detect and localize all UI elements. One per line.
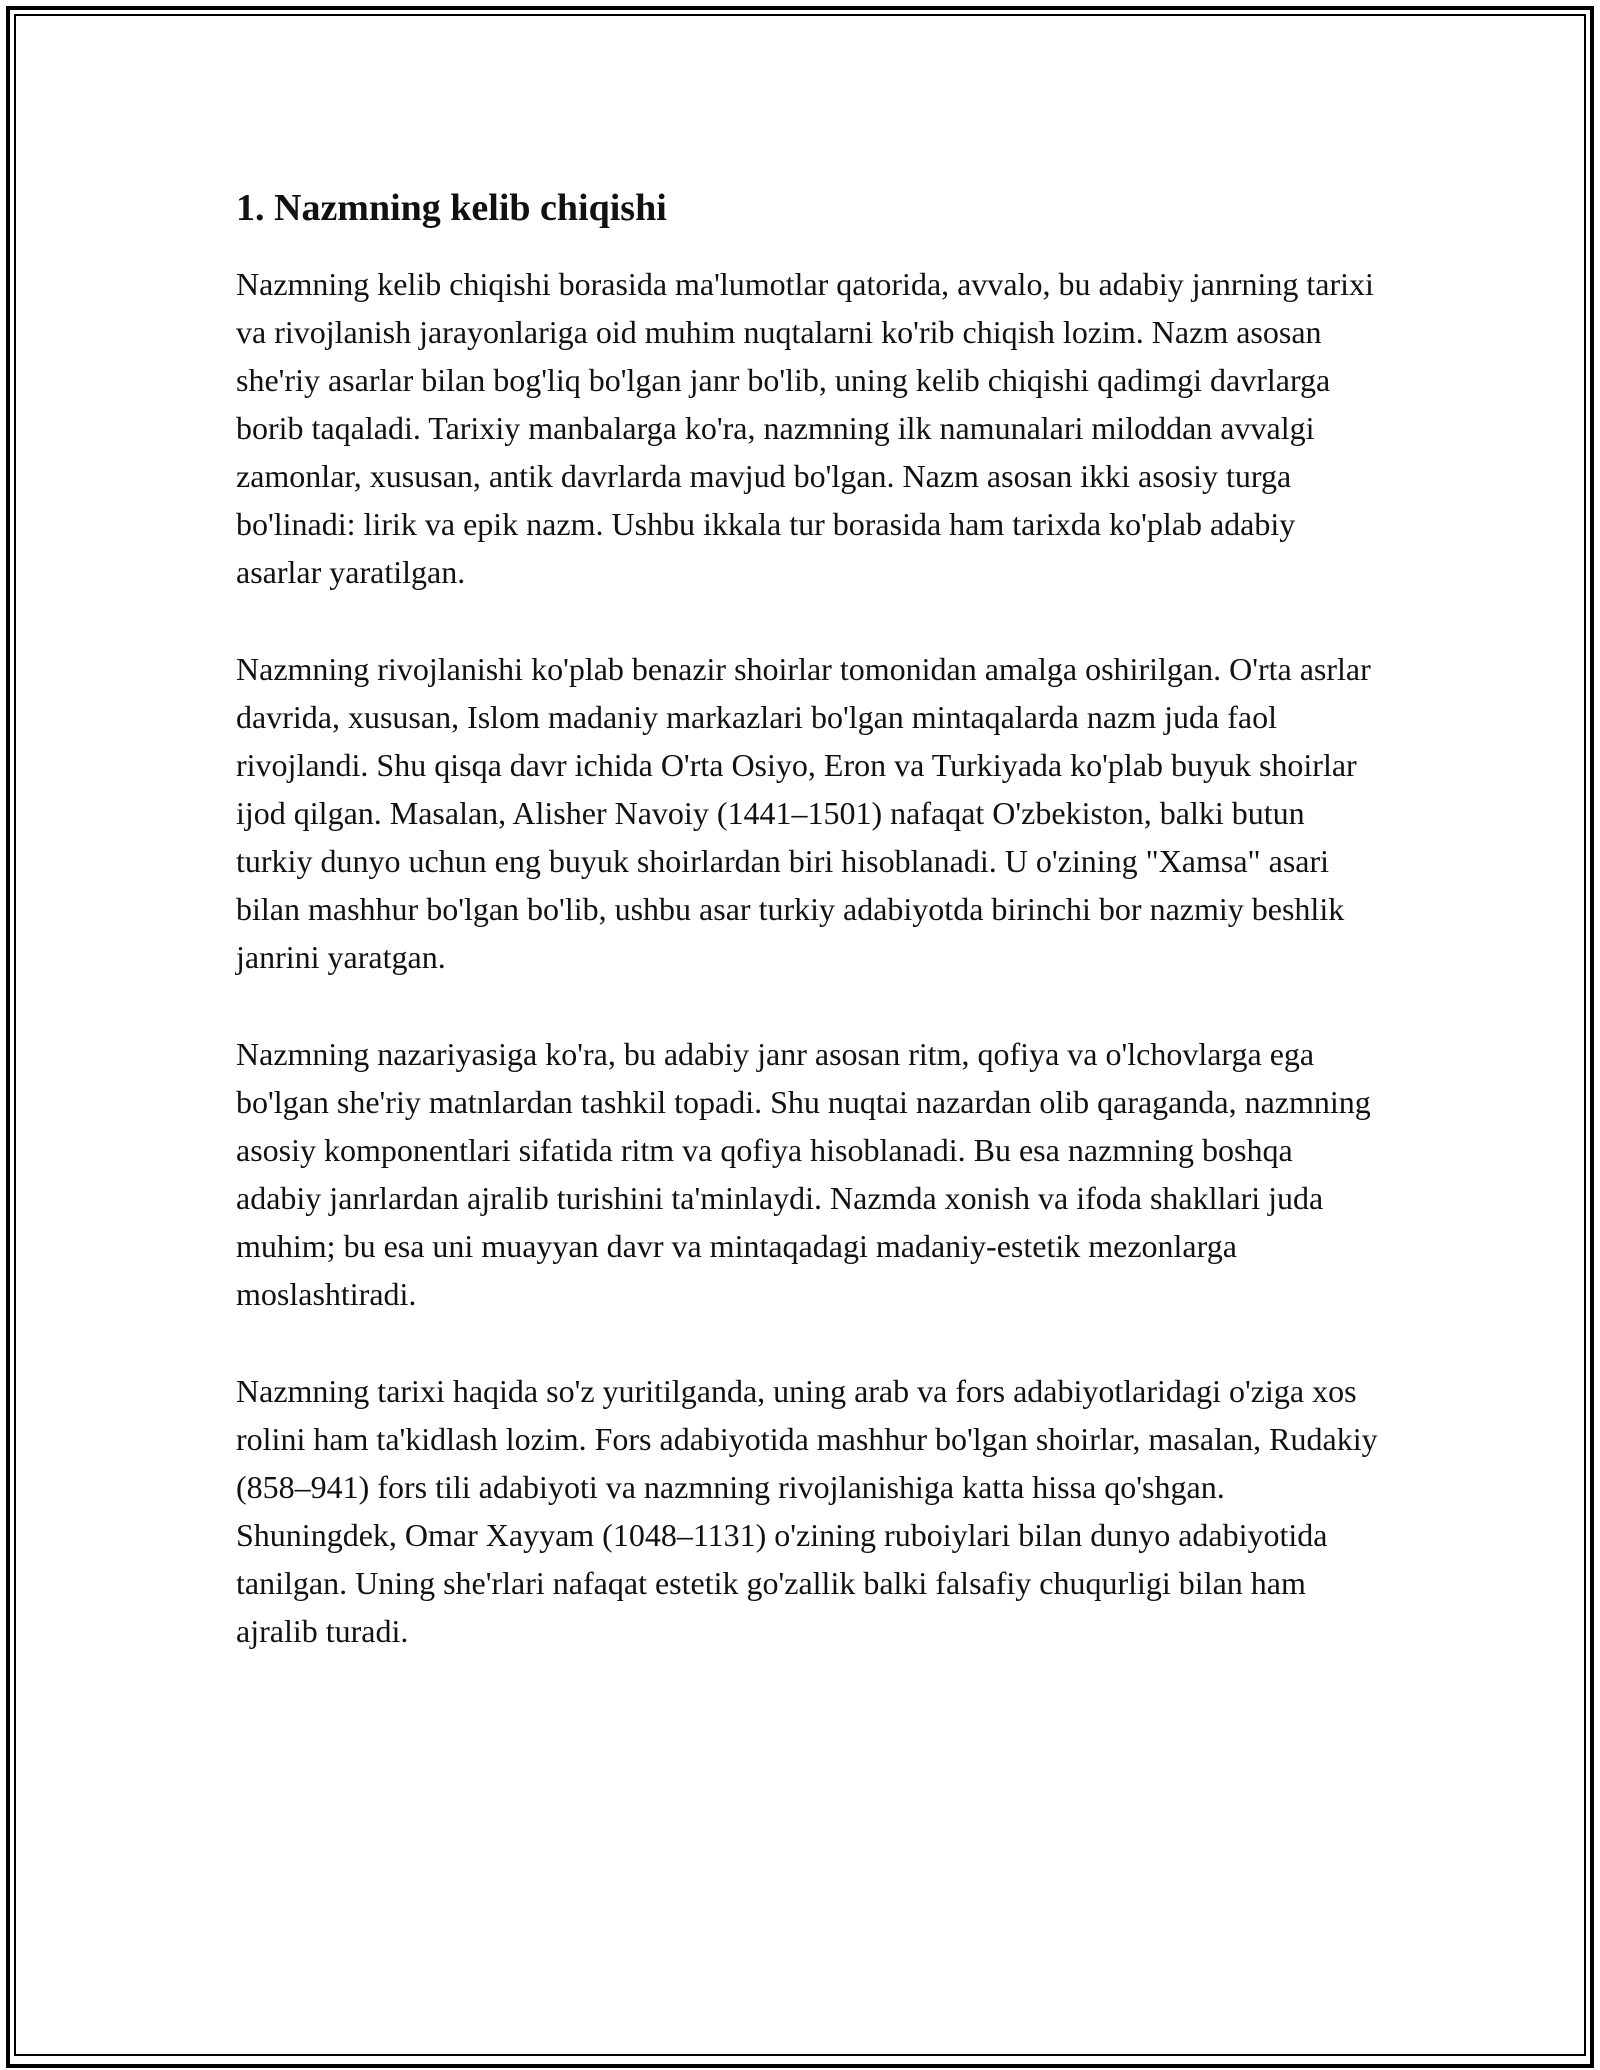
- paragraph-3: Nazmning nazariyasiga ko'ra, bu adabiy janr asosan ritm, qofiya va o'lchovlarga ega bo'lgan she'riy matnlardan tashkil topadi. Shu nuqtai nazardan olib qaraganda, nazmning asosiy komponentlari sifatida ritm va qofiya hisoblanadi. Bu esa nazmning boshqa adabiy janrlardan ajralib turishini ta'minlaydi. Nazmda xonish va ifoda shakllari juda muhim; bu esa uni muayyan davr va mintaqadagi madaniy-estetik mezonlarga moslashtiradi.: [236, 1035, 1371, 1312]
- paragraph-4: Nazmning tarixi haqida so'z yuritilganda, uning arab va fors adabiyotlaridagi o'ziga xos rolini ham ta'kidlash lozim. Fors adabiyotida mashhur bo'lgan shoirlar, masalan, Rudakiy (858–941) fors tili adabiyoti va nazmning rivojlanishiga katta hissa qo'shgan. Shuningdek, Omar Xayyam (1048–1131) o'zining ruboiylari bilan dunyo adabiyotida tanilgan. Uning she'rlari nafaqat estetik go'zallik balki falsafiy chuqurligi bilan ham ajralib turadi.: [236, 1372, 1378, 1649]
- section-heading: 1. Nazmning kelib chiqishi: [236, 187, 667, 229]
- paragraph-2: Nazmning rivojlanishi ko'plab benazir shoirlar tomonidan amalga oshirilgan. O'rta asrlar davrida, xususan, Islom madaniy markazlari bo'lgan mintaqalarda nazm juda faol rivojlandi. Shu qisqa davr ichida O'rta Osiyo, Eron va Turkiyada ko'plab buyuk shoirlar ijod qilgan. Masalan, Alisher Navoiy (1441–1501) nafaqat O'zbekiston, balki butun turkiy dunyo uchun eng buyuk shoirlardan biri hisoblanadi. U o'zining "Xamsa" asari bilan mashhur bo'lgan bo'lib, ushbu asar turkiy adabiyotda birinchi bor nazmiy beshlik janrini yaratgan.: [236, 650, 1371, 975]
- paragraph-1: Nazmning kelib chiqishi borasida ma'lumotlar qatorida, avvalo, bu adabiy janrning tarixi va rivojlanish jarayonlariga oid muhim nuqtalarni ko'rib chiqish lozim. Nazm asosan she'riy asarlar bilan bog'liq bo'lgan janr bo'lib, uning kelib chiqishi qadimgi davrlarga borib taqaladi. Tarixiy manbalarga ko'ra, nazmning ilk namunalari miloddan avvalgi zamonlar, xususan, antik davrlarda mavjud bo'lgan. Nazm asosan ikki asosiy turga bo'linadi: lirik va epik nazm. Ushbu ikkala tur borasida ham tarixda ko'plab adabiy asarlar yaratilgan.: [236, 265, 1374, 590]
- document-body: [236, 186, 1381, 1655]
